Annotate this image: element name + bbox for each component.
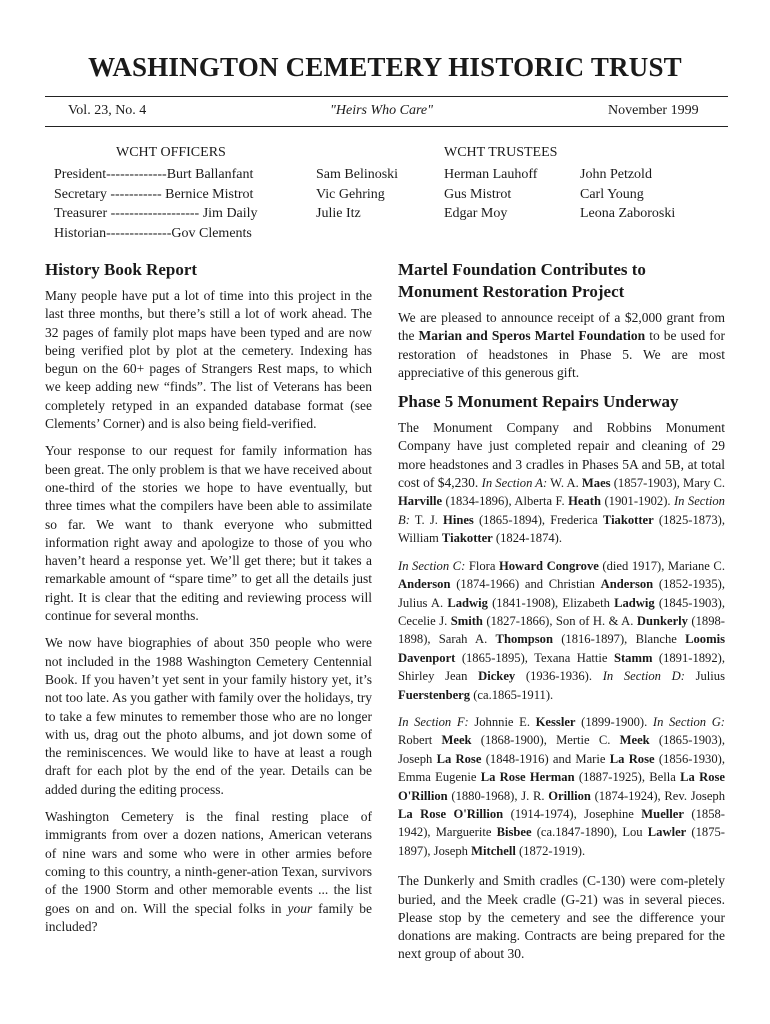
interred-surname: Dickey [478,669,516,684]
run-text: Julius [684,669,725,684]
interred-surname: Fuerstenberg [398,687,471,702]
run-text: (1874-1966) and Christian [450,577,601,592]
phase5-section-paragraph [398,419,725,548]
interred-surname: Maes [581,476,611,491]
interred-surname: Loomis Davenport [398,632,725,665]
run-text: T. J. [409,512,444,527]
run-text: (1824-1874). [492,531,563,546]
paragraph-text: We are pleased to announce receipt of a $2,000 grant from the [398,310,725,344]
history-paragraph: We now have biographies of about 350 people who were not included in the 1988 Washington Cemetery Centennial Book. If you haven’t yet sent in your family history yet, it’s not too late. As you gather with family over the holidays, try to take a few minutes to remember those who are no longer with us, drag out the photo albums, and jot down some of the reminiscences. We would like to have at least a rough draft for each plot by the end of the year. Details can be added during the editing process. [45,635,372,797]
officer-row: Secretary ----------- Bernice Mistrot [54,186,254,202]
trustee-name: Herman Lauhoff [444,167,538,182]
run-text: (1825-1873), William [398,512,725,546]
history-paragraph [45,808,372,936]
interred-surname: Smith [450,613,483,628]
history-paragraph: Many people have put a lot of time into this project in the last three months, but there’s still a lot of work ahead. The 32 pages of family plot maps have been typed and are now being verified plot by plot at the cemetery. Indexing has begun on the 60+ pages of Strangers Rest maps, to which we keep adding new “finds”. The list of Veterans has been completely retyped in an expanded database format (see Clements’ Corner) and is also being field-verified. [45,288,372,432]
run-text: (1936-1936). [515,669,603,684]
trustees-column-1 [316,165,398,224]
left-column [45,259,372,945]
trustee-name: Edgar Moy [444,206,508,222]
section-label: In Section G: [652,714,726,729]
trustee-name: Carl Young [580,186,644,202]
phase5-heading: Phase 5 Monument Repairs Underway [398,392,679,412]
interred-surname: La Rose O'Rillion [398,770,725,803]
trustee-name: Julie Itz [316,206,361,222]
run-text: (1914-1974), Josephine [503,806,642,821]
run-text: (1857-1903), Mary C. [610,476,725,491]
officers-heading: WCHT OFFICERS [116,145,226,160]
run-text: (1834-1896), Alberta F. [442,494,569,509]
motto: "Heirs Who Care" [330,103,434,118]
interred-surname: Ladwig [614,595,655,610]
paragraph-text: Washington Cemetery is the final resting place of immigrants from over a dozen nations, American veterans of nine wars and some who were in other armies before coming to this country, a ninth-gener-ation Texan, survivors of the 1900 Storm and other memorable events ... the list goes on and on. Will the special folks in [45,809,372,916]
trustee-name: Sam Belinoski [316,167,399,182]
section-label: In Section A: [481,476,548,491]
officer-row: Historian--------------Gov Clements [54,225,252,241]
section-label: In Section C: [398,558,466,573]
section-label: In Section F: [398,714,469,729]
trustee-name: Gus Mistrot [444,186,512,202]
interred-surname: Stamm [613,650,653,665]
run-text: (1887-1925), Bella [574,770,681,785]
run-text: (1875-1897), Joseph [398,825,726,858]
header-rule-bottom [45,126,728,127]
run-text: (1827-1866), Son of H. & A. [482,613,637,628]
interred-surname: Anderson [600,577,654,592]
foundation-name: Marian and Speros Martel Foundation [418,328,646,344]
interred-surname: La Rose Herman [480,770,575,785]
trustees-heading: WCHT TRUSTEES [444,145,558,160]
right-column [398,259,725,973]
run-text: (ca.1847-1890), Lou [531,825,648,840]
interred-surname: Orillion [548,788,591,803]
phase5-intro: The Monument Company and Robbins Monument Company have just completed repair and cleaning of 29 more headstones and 3 cradles in Phases 5A and 5B, at total cost of $4,230. [398,420,725,491]
interred-surname: Mueller [641,806,684,821]
phase5-section-paragraph [398,557,725,704]
run-text: (1856-1930), Emma Eugenie [398,751,725,785]
officers-list [54,165,258,243]
paragraph-text: family be included? [45,900,372,934]
run-text: (1872-1919). [515,843,586,858]
history-paragraph: Your response to our request for family information has been great. The only problem is that we have received about one-third of the stories we hope to have eventually, but three times what the compilers have been able to assimilate so far. We want to thank everyone who submitted information right away and apologize to those of you who haven’t heard a response yet. We’ll get there; but it takes a remarkable amount of “spare time” to get all the details just right. It is clear that the editing and reviewing process will continue for several months. [45,443,372,624]
interred-surname: Heath [568,494,602,509]
run-text: Robert [398,733,442,748]
emphasis-text: your [287,900,313,916]
trustee-name: John Petzold [580,167,652,182]
interred-surname: Tiakotter [441,531,493,546]
interred-surname: Meek [441,733,472,748]
run-text: W. A. [547,476,582,491]
trustees-column-2 [444,165,537,224]
officer-row: President-------------Burt Ballanfant [54,167,254,182]
run-text: (1841-1908), Elizabeth [487,595,615,610]
run-text: (ca.1865-1911). [470,687,554,702]
history-book-heading: History Book Report [45,260,198,279]
run-text: (1899-1900). [575,714,653,729]
trustee-name: Vic Gehring [316,186,385,202]
interred-surname: Meek [619,733,650,748]
interred-surname: Harville [398,494,443,509]
run-text: (1891-1892), Shirley Jean [398,650,725,684]
interred-surname: Howard Congrove [498,558,599,573]
issue-date: November 1999 [608,103,699,118]
run-text: (1880-1968), J. R. [447,788,549,803]
run-text: (1852-1935), Julius A. [398,577,725,610]
interred-surname: Kessler [535,714,576,729]
interred-surname: Lawler [647,825,687,840]
run-text: (1858-1942), Marguerite [398,806,725,840]
trustees-column-3 [580,165,675,224]
interred-surname: Dunkerly [636,613,688,628]
header-rule-top [45,96,728,97]
paragraph-text: to be used for restoration of headstones in Phase 5. We are most appreciative of this generous gift. [398,328,726,380]
run-text: (died 1917), Mariane C. [598,558,725,573]
interred-surname: Hines [443,512,474,527]
interred-surname: Anderson [398,577,451,592]
interred-surname: Bisbee [496,825,532,840]
run-text: (1816-1897), Blanche [552,632,686,647]
phase5-section-paragraph [398,713,725,860]
run-text: (1898-1898), Sarah A. [398,613,725,647]
run-text: (1865-1903), Joseph [398,733,725,766]
interred-surname: La Rose O'Rillion [398,806,504,821]
run-text: (1868-1900), Mertie C. [471,733,620,748]
section-label: In Section B: [398,494,725,527]
run-text: (1848-1916) and Marie [481,751,610,766]
interred-surname: La Rose [436,751,482,766]
run-text: (1865-1895), Texana Hattie [455,650,614,665]
newsletter-title: WASHINGTON CEMETERY HISTORIC TRUST [88,52,682,82]
interred-surname: Mitchell [471,843,516,858]
run-text: (1874-1924), Rev. Joseph [590,788,726,803]
martel-heading: Martel Foundation Contributes to Monument Restoration Project [398,260,646,301]
officer-row: Treasurer ------------------- Jim Daily [54,206,258,222]
interred-surname: La Rose [609,751,655,766]
interred-surname: Tiakotter [602,512,654,527]
phase5-closing: The Dunkerly and Smith cradles (C-130) were com-pletely buried, and the Meek cradle (G-21) was in several pieces. Please stop by the cemetery and see the difference your donations are making. Contracts are being prepared for the next group of about 30. [398,873,725,962]
interred-surname: Ladwig [447,595,488,610]
volume-number: Vol. 23, No. 4 [68,103,147,118]
trustee-name: Leona Zaboroski [580,206,676,222]
run-text: (1865-1894), Frederica [473,512,603,527]
run-text: Flora [465,558,499,573]
section-label: In Section D: [602,669,685,684]
run-text: Johnnie E. [468,714,536,729]
run-text: (1901-1902). [601,494,674,509]
run-text: (1845-1903), Cecelie J. [398,595,725,628]
martel-paragraph [398,309,725,382]
interred-surname: Thompson [495,632,553,647]
